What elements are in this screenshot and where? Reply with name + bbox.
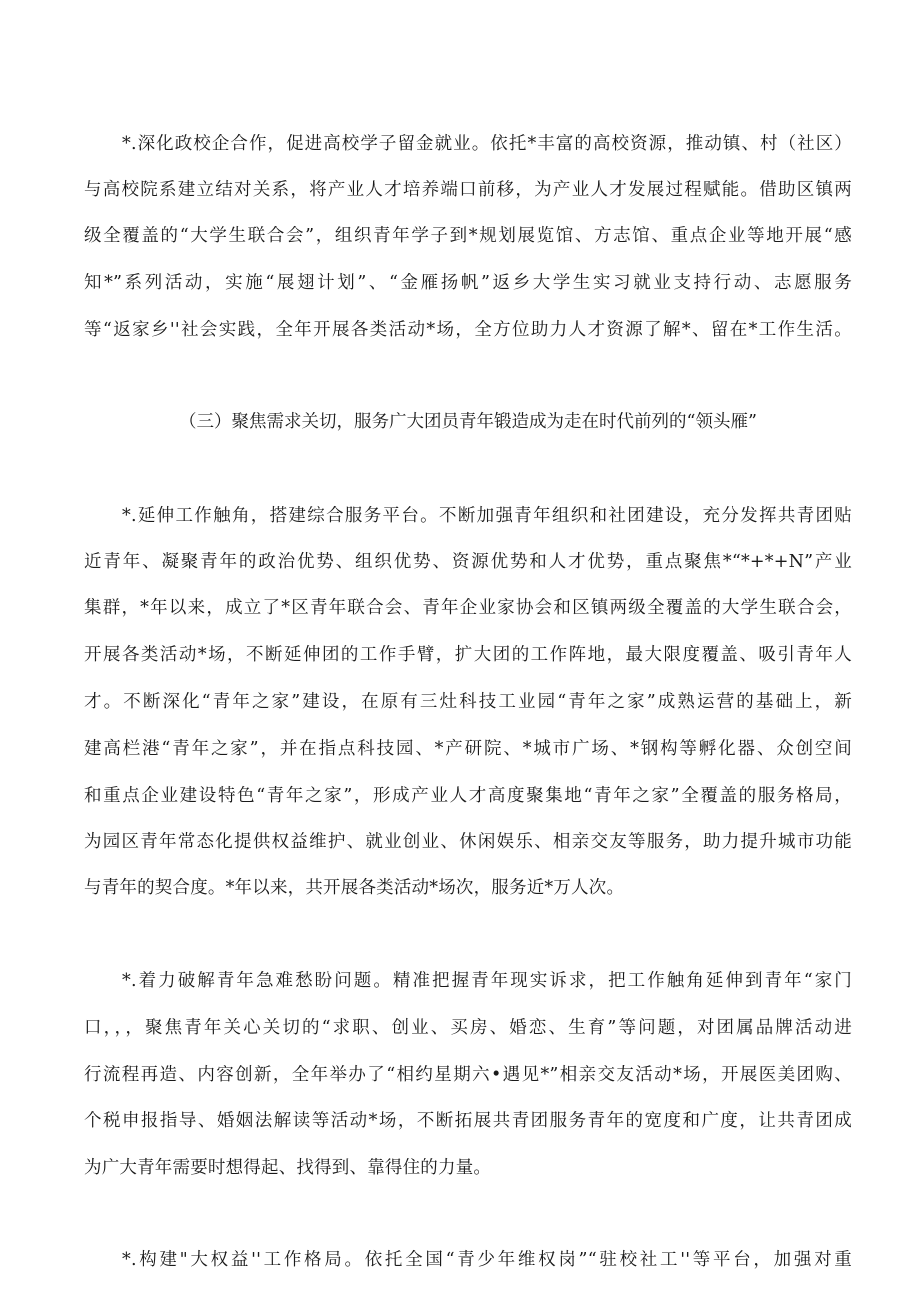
paragraph-3-line-1: *.着力破解青年急难愁盼问题。精准把握青年现实诉求，把工作触角延伸到青年“家门	[122, 971, 852, 991]
paragraph-2-line-1: *.延伸工作触角，搭建综合服务平台。不断加强青年组织和社团建设，充分发挥共青团贴	[122, 506, 852, 526]
paragraph-2-line-4: 开展各类活动*场，不断延伸团的工作手臂，扩大团的工作阵地，最大限度覆盖、吸引青年人	[84, 645, 852, 665]
paragraph-1-line-5: 等“返家乡''社会实践，全年开展各类活动*场，全方位助力人才资源了解*、留在*工作生活。	[84, 320, 852, 340]
paragraph-2-line-2: 近青年、凝聚青年的政治优势、组织优势、资源优势和人才优势，重点聚焦*“*+*+N”产业	[84, 552, 852, 572]
paragraph-1-line-4: 知*”系列活动，实施“展翅计划”、“金雁扬帆”返乡大学生实习就业支持行动、志愿服务	[84, 273, 852, 293]
paragraph-2-line-5: 才。不断深化“青年之家”建设，在原有三灶科技工业园“青年之家”成熟运营的基础上，新	[84, 692, 852, 712]
paragraph-3-line-2: 口，，，聚焦青年关心关切的“求职、创业、买房、婚恋、生育”等问题，对团属品牌活动进	[84, 1018, 852, 1038]
paragraph-3-line-4: 个税申报指导、婚姻法解读等活动*场，不断拓展共青团服务青年的宽度和广度，让共青团成	[84, 1111, 852, 1131]
paragraph-1-line-2: 与高校院系建立结对关系，将产业人才培养端口前移，为产业人才发展过程赋能。借助区镇两	[84, 180, 852, 200]
paragraph-2-line-8: 为园区青年常态化提供权益维护、就业创业、休闲娱乐、相亲交友等服务，助力提升城市功能	[84, 832, 852, 852]
paragraph-2-line-9: 与青年的契合度。*年以来，共开展各类活动*场次，服务近*万人次。	[84, 878, 625, 898]
paragraph-3-line-5: 为广大青年需要时想得起、找得到、靠得住的力量。	[84, 1158, 492, 1178]
paragraph-2-line-3: 集群，*年以来，成立了*区青年联合会、青年企业家协会和区镇两级全覆盖的大学生联合会，	[84, 598, 852, 618]
paragraph-3-line-3: 行流程再造、内容创新，全年举办了“相约星期六•遇见*”相亲交友活动*场，开展医美团购、	[84, 1065, 852, 1085]
paragraph-4-line-1: *.构建"大权益''工作格局。依托全国“青少年维权岗”“驻校社工''等平台，加强对重	[122, 1250, 852, 1270]
paragraph-2-line-6: 建高栏港“青年之家”，并在指点科技园、*产研院、*城市广场、*钢构等孵化器、众创空间	[84, 739, 852, 759]
paragraph-2-line-7: 和重点企业建设特色“青年之家”，形成产业人才高度聚集地“青年之家”全覆盖的服务格局，	[84, 786, 852, 806]
paragraph-1-line-3: 级全覆盖的“大学生联合会”，组织青年学子到*规划展览馆、方志馆、重点企业等地开展“感	[84, 226, 852, 246]
paragraph-1-line-1: *.深化政校企合作，促进高校学子留金就业。依托*丰富的高校资源，推动镇、村（社区）	[122, 134, 852, 154]
section-heading: （三）聚焦需求关切，服务广大团员青年锻造成为走在时代前列的“领头雁”	[179, 412, 757, 432]
